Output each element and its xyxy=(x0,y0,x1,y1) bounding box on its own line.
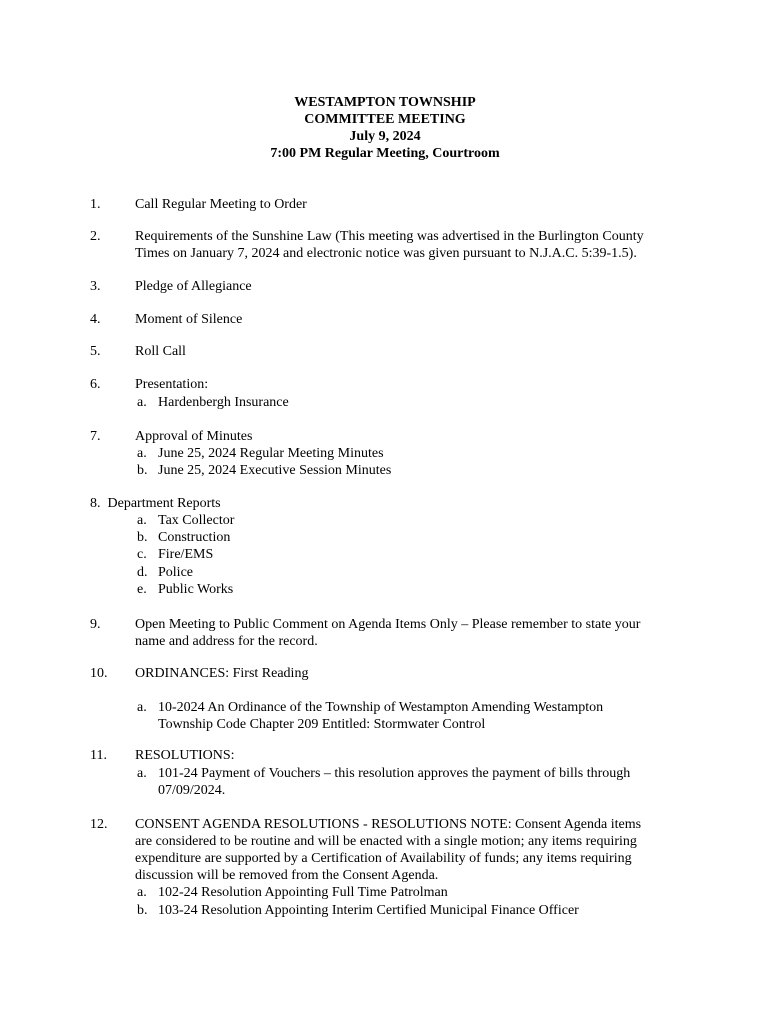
item-text: expenditure are supported by a Certification of Availability of funds; any items requiring xyxy=(135,851,632,866)
item-number: 9. xyxy=(90,617,101,632)
item-number: 11. xyxy=(90,748,107,763)
sub-item-text: Construction xyxy=(158,530,231,545)
item-text: Pledge of Allegiance xyxy=(135,279,252,294)
meeting-date: July 9, 2024 xyxy=(349,129,421,144)
item-text: 8. Department Reports xyxy=(90,496,221,511)
sub-item-text: 07/09/2024. xyxy=(158,783,226,798)
meeting-title: COMMITTEE MEETING xyxy=(304,112,466,127)
sub-item-letter: d. xyxy=(137,565,148,580)
item-text: Times on January 7, 2024 and electronic notice was given pursuant to N.J.A.C. 5:39-1.5). xyxy=(135,246,637,261)
meeting-time-location: 7:00 PM Regular Meeting, Courtroom xyxy=(270,146,500,161)
item-number: 3. xyxy=(90,279,101,294)
sub-item-letter: b. xyxy=(137,903,148,918)
sub-item-letter: b. xyxy=(137,463,148,478)
sub-item-text: 102-24 Resolution Appointing Full Time Patrolman xyxy=(158,885,448,900)
sub-item-letter: e. xyxy=(137,582,147,597)
sub-item-text: June 25, 2024 Executive Session Minutes xyxy=(158,463,392,478)
item-number: 1. xyxy=(90,197,101,212)
item-text: ORDINANCES: First Reading xyxy=(135,666,309,681)
item-number: 6. xyxy=(90,377,101,392)
sub-item-text: Public Works xyxy=(158,582,234,597)
item-text: Open Meeting to Public Comment on Agenda Items Only – Please remember to state your xyxy=(135,617,641,632)
item-text: Requirements of the Sunshine Law (This meeting was advertised in the Burlington County xyxy=(135,229,644,244)
item-text: CONSENT AGENDA RESOLUTIONS - RESOLUTIONS NOTE: Consent Agenda items xyxy=(135,817,642,832)
sub-item-text: Fire/EMS xyxy=(158,547,214,562)
item-text: RESOLUTIONS: xyxy=(135,748,235,763)
sub-item-text: Hardenbergh Insurance xyxy=(158,395,289,410)
item-number: 10. xyxy=(90,666,108,681)
sub-item-letter: a. xyxy=(137,885,147,900)
sub-item-letter: a. xyxy=(137,395,147,410)
sub-item-text: June 25, 2024 Regular Meeting Minutes xyxy=(158,446,384,461)
sub-item-text: Tax Collector xyxy=(158,513,235,528)
item-text: name and address for the record. xyxy=(135,634,318,649)
item-text: discussion will be removed from the Consent Agenda. xyxy=(135,868,439,883)
item-text: Presentation: xyxy=(135,377,209,392)
sub-item-letter: b. xyxy=(137,530,148,545)
sub-item-text: 101-24 Payment of Vouchers – this resolution approves the payment of bills through xyxy=(158,766,631,781)
sub-item-letter: a. xyxy=(137,766,147,781)
item-text: Approval of Minutes xyxy=(135,429,253,444)
sub-item-letter: c. xyxy=(137,547,147,562)
sub-item-letter: a. xyxy=(137,513,147,528)
item-text: Call Regular Meeting to Order xyxy=(135,197,307,212)
sub-item-text: 10-2024 An Ordinance of the Township of Westampton Amending Westampton xyxy=(158,700,604,715)
sub-item-text: 103-24 Resolution Appointing Interim Certified Municipal Finance Officer xyxy=(158,903,579,918)
item-number: 7. xyxy=(90,429,101,444)
item-text: Roll Call xyxy=(135,344,186,359)
item-number: 4. xyxy=(90,312,101,327)
item-number: 2. xyxy=(90,229,101,244)
item-text: are considered to be routine and will be enacted with a single motion; any items requiring xyxy=(135,834,637,849)
item-text: Moment of Silence xyxy=(135,312,243,327)
item-number: 5. xyxy=(90,344,101,359)
sub-item-text: Township Code Chapter 209 Entitled: Stormwater Control xyxy=(158,717,486,732)
sub-item-letter: a. xyxy=(137,446,147,461)
sub-item-text: Police xyxy=(158,565,193,580)
item-number: 12. xyxy=(90,817,108,832)
township-title: WESTAMPTON TOWNSHIP xyxy=(294,95,476,110)
sub-item-letter: a. xyxy=(137,700,147,715)
